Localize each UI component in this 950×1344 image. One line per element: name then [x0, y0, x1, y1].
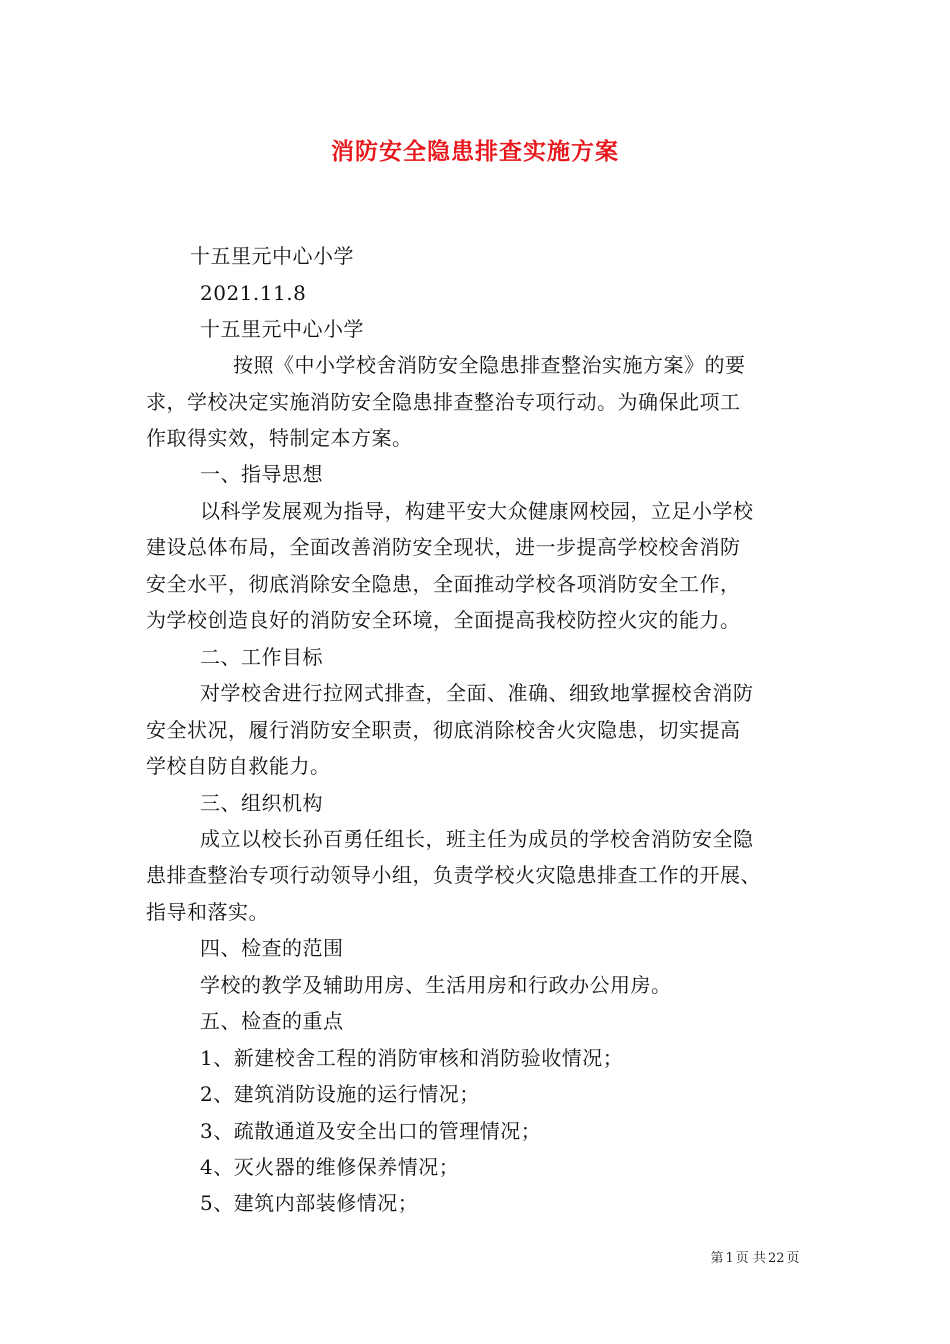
section-heading: 五、检查的重点 [200, 1009, 344, 1033]
body-line: 患排查整治专项行动领导小组，负责学校火灾隐患排查工作的开展、 [146, 863, 761, 887]
list-item: 5、建筑内部装修情况； [200, 1191, 419, 1215]
body-line: 作取得实效，特制定本方案。 [146, 426, 413, 450]
body-line: 指导和落实。 [146, 900, 269, 924]
body-line: 安全状况，履行消防安全职责，彻底消除校舍火灾隐患，切实提高 [146, 718, 741, 742]
page-footer [0, 1247, 950, 1266]
page-total: 22 [767, 1251, 785, 1266]
school-name-repeat: 十五里元中心小学 [200, 317, 364, 341]
list-item: 1、新建校舍工程的消防审核和消防验收情况； [200, 1046, 624, 1070]
section-heading: 三、组织机构 [200, 791, 323, 815]
body-line: 按照《中小学校舍消防安全隐患排查整治实施方案》的要 [233, 353, 746, 377]
list-item: 2、建筑消防设施的运行情况； [200, 1082, 480, 1106]
body-line: 学校的教学及辅助用房、生活用房和行政办公用房。 [200, 973, 672, 997]
document-date: 2021.11.8 [200, 281, 307, 305]
body-line: 为学校创造良好的消防安全环境，全面提高我校防控火灾的能力。 [146, 608, 741, 632]
body-line: 学校自防自救能力。 [146, 754, 331, 778]
body-line: 求，学校决定实施消防安全隐患排查整治专项行动。为确保此项工 [146, 390, 741, 414]
page-number: 1 [725, 1251, 734, 1266]
body-line: 对学校舍进行拉网式排查，全面、准确、细致地掌握校舍消防 [200, 681, 754, 705]
section-heading: 一、指导思想 [200, 462, 323, 486]
page-prefix: 第 [710, 1251, 724, 1266]
page-suffix: 页 [786, 1251, 800, 1266]
school-name: 十五里元中心小学 [190, 244, 354, 268]
body-line: 以科学发展观为指导，构建平安大众健康网校园，立足小学校 [200, 499, 754, 523]
list-item: 4、灭火器的维修保养情况； [200, 1155, 460, 1179]
page-middle: 页 共 [735, 1251, 766, 1266]
section-heading: 四、检查的范围 [200, 936, 344, 960]
section-heading: 二、工作目标 [200, 645, 323, 669]
body-line: 成立以校长孙百勇任组长，班主任为成员的学校舍消防安全隐 [200, 827, 754, 851]
body-line: 安全水平，彻底消除安全隐患，全面推动学校各项消防安全工作， [146, 572, 741, 596]
document-title: 消防安全隐患排查实施方案 [331, 138, 619, 165]
body-line: 建设总体布局，全面改善消防安全现状，进一步提高学校校舍消防 [146, 535, 741, 559]
list-item: 3、疏散通道及安全出口的管理情况； [200, 1119, 542, 1143]
